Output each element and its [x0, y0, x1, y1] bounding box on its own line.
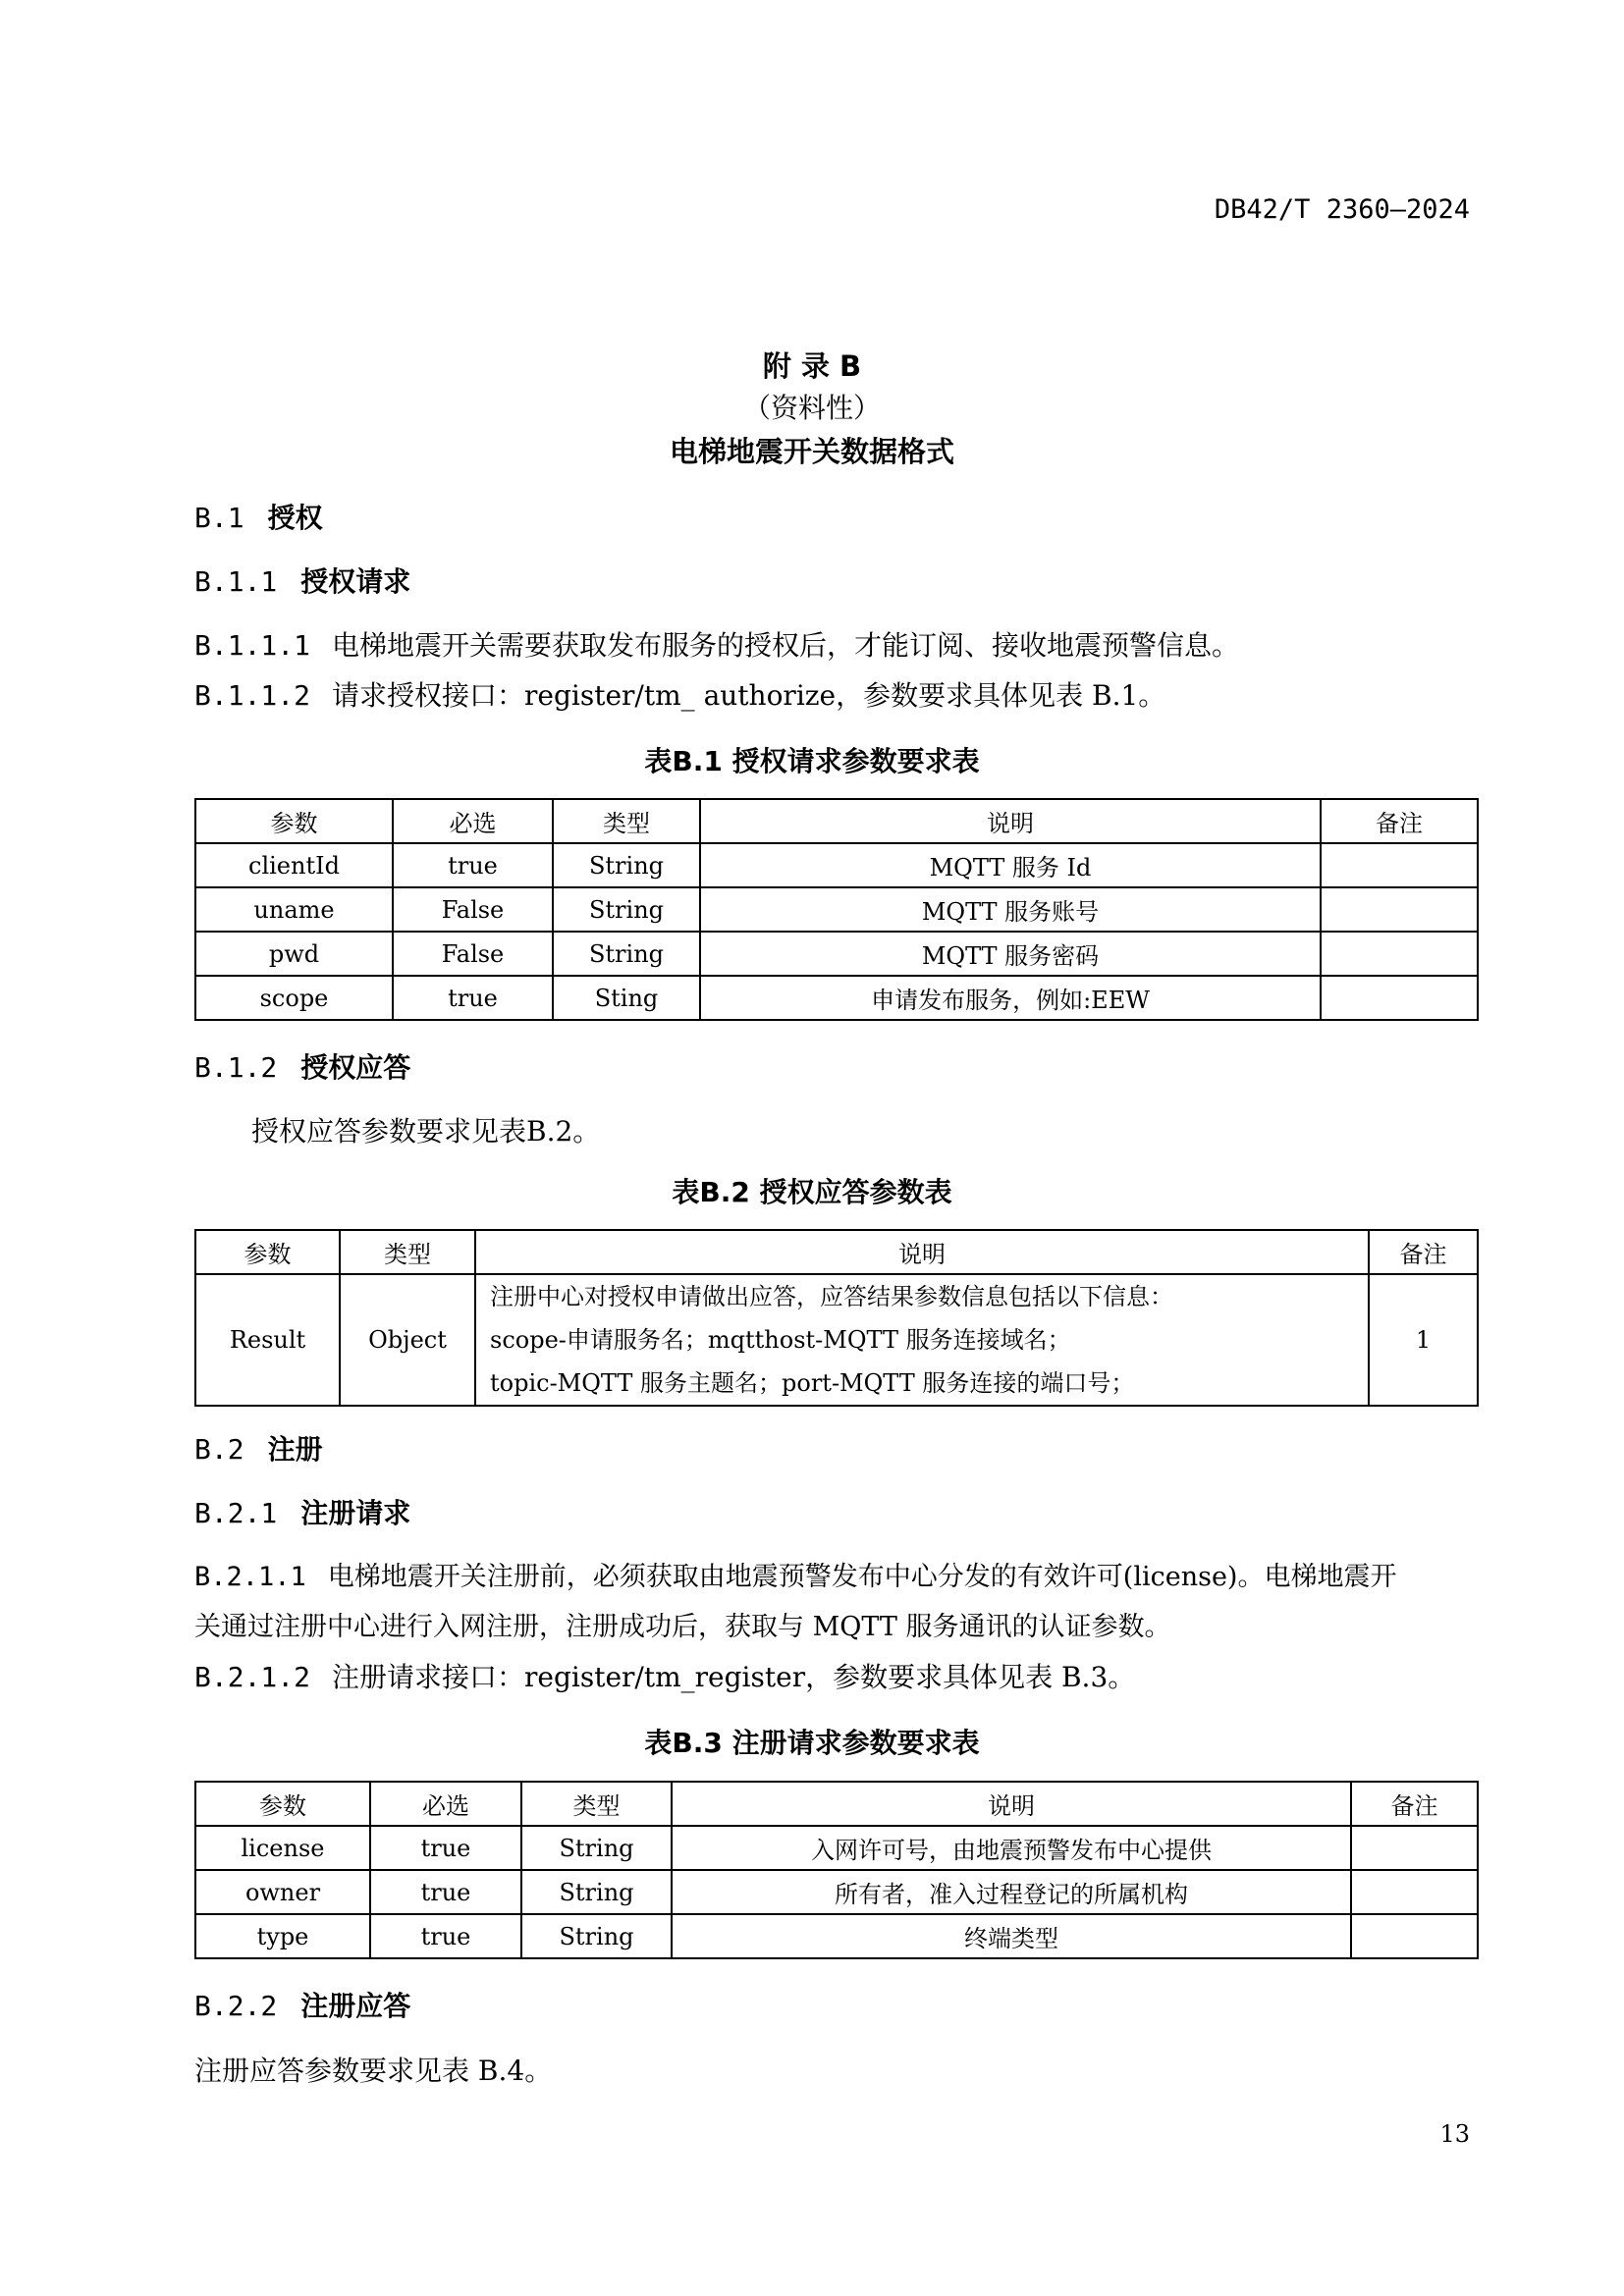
table-cell [1321, 932, 1478, 976]
table-cell [1321, 843, 1478, 887]
clause-number: B.1.1.1 [194, 629, 311, 662]
clause-text: 请求授权接口：register/tm_ authorize，参数要求具体见表 B.1。 [332, 679, 1166, 712]
table-cell: true [370, 1826, 521, 1870]
table-cell: 所有者，准入过程登记的所属机构 [672, 1870, 1351, 1914]
auth-request-table [194, 798, 1479, 1021]
section-title: 注册应答 [300, 1990, 411, 2022]
description-line: scope-申请服务名；mqtthost-MQTT 服务连接域名； [490, 1326, 1071, 1354]
document-code: DB42/T 2360—2024 [1214, 194, 1470, 225]
section-title: 授权请求 [300, 565, 411, 598]
table-header-cell: 必选 [370, 1782, 521, 1826]
table-cell-description [475, 1274, 1369, 1406]
section-number: B.2 [194, 1433, 244, 1466]
table-cell: 入网许可号，由地震预警发布中心提供 [672, 1826, 1351, 1870]
section-heading-b2 [194, 1428, 323, 1468]
table-header-cell: 说明 [700, 799, 1321, 843]
section-number: B.1.1 [194, 565, 278, 598]
clause-b111 [194, 620, 1476, 670]
clause-b211 [194, 1552, 1476, 1652]
table-row [195, 887, 1478, 932]
table-row [195, 976, 1478, 1020]
table-cell: MQTT 服务密码 [700, 932, 1321, 976]
description-line: topic-MQTT 服务主题名；port-MQTT 服务连接的端口号； [490, 1369, 1135, 1397]
table-cell: 1 [1369, 1274, 1478, 1406]
table-caption-b3: 表B.3 注册请求参数要求表 [644, 1727, 980, 1759]
section-heading-b1 [194, 497, 323, 536]
table-caption-b1: 表B.1 授权请求参数要求表 [644, 745, 980, 777]
table-cell: MQTT 服务 Id [700, 843, 1321, 887]
clause-line [194, 1552, 1476, 1602]
section-heading-b22 [194, 1985, 410, 2024]
table-header-cell: 类型 [521, 1782, 672, 1826]
page-number: 13 [1439, 2120, 1470, 2148]
table-cell: String [521, 1870, 672, 1914]
table-row [195, 932, 1478, 976]
section-title: 授权 [267, 502, 323, 534]
section-title: 授权应答 [300, 1051, 411, 1084]
clause-line: 关通过注册中心进行入网注册，注册成功后，获取与 MQTT 服务通讯的认证参数。 [194, 1612, 1171, 1642]
table-cell: False [393, 932, 553, 976]
section-heading-b11 [194, 561, 410, 600]
table-row [195, 1826, 1478, 1870]
appendix-title: 附 录 B [762, 349, 862, 383]
table-cell: False [393, 887, 553, 932]
table-header-cell: 备注 [1351, 1782, 1478, 1826]
table-cell: scope [195, 976, 393, 1020]
clause-text: 电梯地震开关注册前，必须获取由地震预警发布中心分发的有效许可(license)。电梯地震开 [327, 1562, 1397, 1592]
section-heading-b21 [194, 1492, 410, 1531]
section-heading-b12 [194, 1046, 410, 1086]
section-title: 注册 [267, 1433, 323, 1466]
clause-number: B.1.1.2 [194, 679, 311, 712]
table-cell [1321, 887, 1478, 932]
table-row [195, 1870, 1478, 1914]
table-header-cell: 备注 [1321, 799, 1478, 843]
table-cell: uname [195, 887, 393, 932]
paragraph-b12: 授权应答参数要求见表B.2。 [251, 1115, 601, 1148]
table-cell: String [553, 887, 700, 932]
table-cell: Result [195, 1274, 340, 1406]
table-header-row [195, 1230, 1478, 1274]
table-cell [1351, 1826, 1478, 1870]
table-header-cell: 必选 [393, 799, 553, 843]
clause-text: 电梯地震开关需要获取发布服务的授权后，才能订阅、接收地震预警信息。 [332, 629, 1240, 662]
table-cell: String [553, 843, 700, 887]
table-header-cell: 参数 [195, 799, 393, 843]
table-header-cell: 类型 [553, 799, 700, 843]
table-cell: pwd [195, 932, 393, 976]
table-cell: owner [195, 1870, 370, 1914]
register-request-table [194, 1781, 1479, 1959]
table-header-cell: 参数 [195, 1782, 370, 1826]
table-cell: license [195, 1826, 370, 1870]
section-number: B.1.2 [194, 1051, 278, 1084]
section-title: 注册请求 [300, 1497, 411, 1529]
appendix-name: 电梯地震开关数据格式 [669, 435, 954, 468]
section-number: B.2.1 [194, 1497, 278, 1529]
table-cell: true [393, 843, 553, 887]
table-cell: true [393, 976, 553, 1020]
table-row [195, 1274, 1478, 1406]
table-cell: 终端类型 [672, 1914, 1351, 1958]
section-number: B.2.2 [194, 1990, 278, 2022]
table-cell: Object [340, 1274, 475, 1406]
clause-number: B.2.1.1 [194, 1562, 306, 1592]
clause-b112 [194, 670, 1476, 721]
table-cell: String [521, 1914, 672, 1958]
description-line: 注册中心对授权申请做出应答，应答结果参数信息包括以下信息： [490, 1283, 1173, 1310]
table-header-row [195, 799, 1478, 843]
clause-text: 注册请求接口：register/tm_register，参数要求具体见表 B.3。 [332, 1661, 1136, 1693]
table-header-cell: 说明 [475, 1230, 1369, 1274]
table-cell [1351, 1870, 1478, 1914]
table-caption-b2: 表B.2 授权应答参数表 [672, 1176, 952, 1208]
table-cell: String [553, 932, 700, 976]
section-number: B.1 [194, 502, 244, 534]
table-cell: MQTT 服务账号 [700, 887, 1321, 932]
table-row [195, 843, 1478, 887]
paragraph-b22: 注册应答参数要求见表 B.4。 [194, 2055, 553, 2087]
table-header-cell: 类型 [340, 1230, 475, 1274]
table-header-cell: 参数 [195, 1230, 340, 1274]
table-cell: true [370, 1914, 521, 1958]
table-header-row [195, 1782, 1478, 1826]
table-cell [1351, 1914, 1478, 1958]
table-cell: Sting [553, 976, 700, 1020]
table-row [195, 1914, 1478, 1958]
appendix-type: （资料性） [742, 392, 881, 424]
auth-response-table [194, 1229, 1479, 1407]
table-cell: type [195, 1914, 370, 1958]
table-cell: String [521, 1826, 672, 1870]
clause-b212 [194, 1652, 1476, 1702]
clause-number: B.2.1.2 [194, 1661, 311, 1693]
table-cell [1321, 976, 1478, 1020]
table-header-cell: 备注 [1369, 1230, 1478, 1274]
table-cell: clientId [195, 843, 393, 887]
table-cell: true [370, 1870, 521, 1914]
table-header-cell: 说明 [672, 1782, 1351, 1826]
table-cell: 申请发布服务，例如:EEW [700, 976, 1321, 1020]
